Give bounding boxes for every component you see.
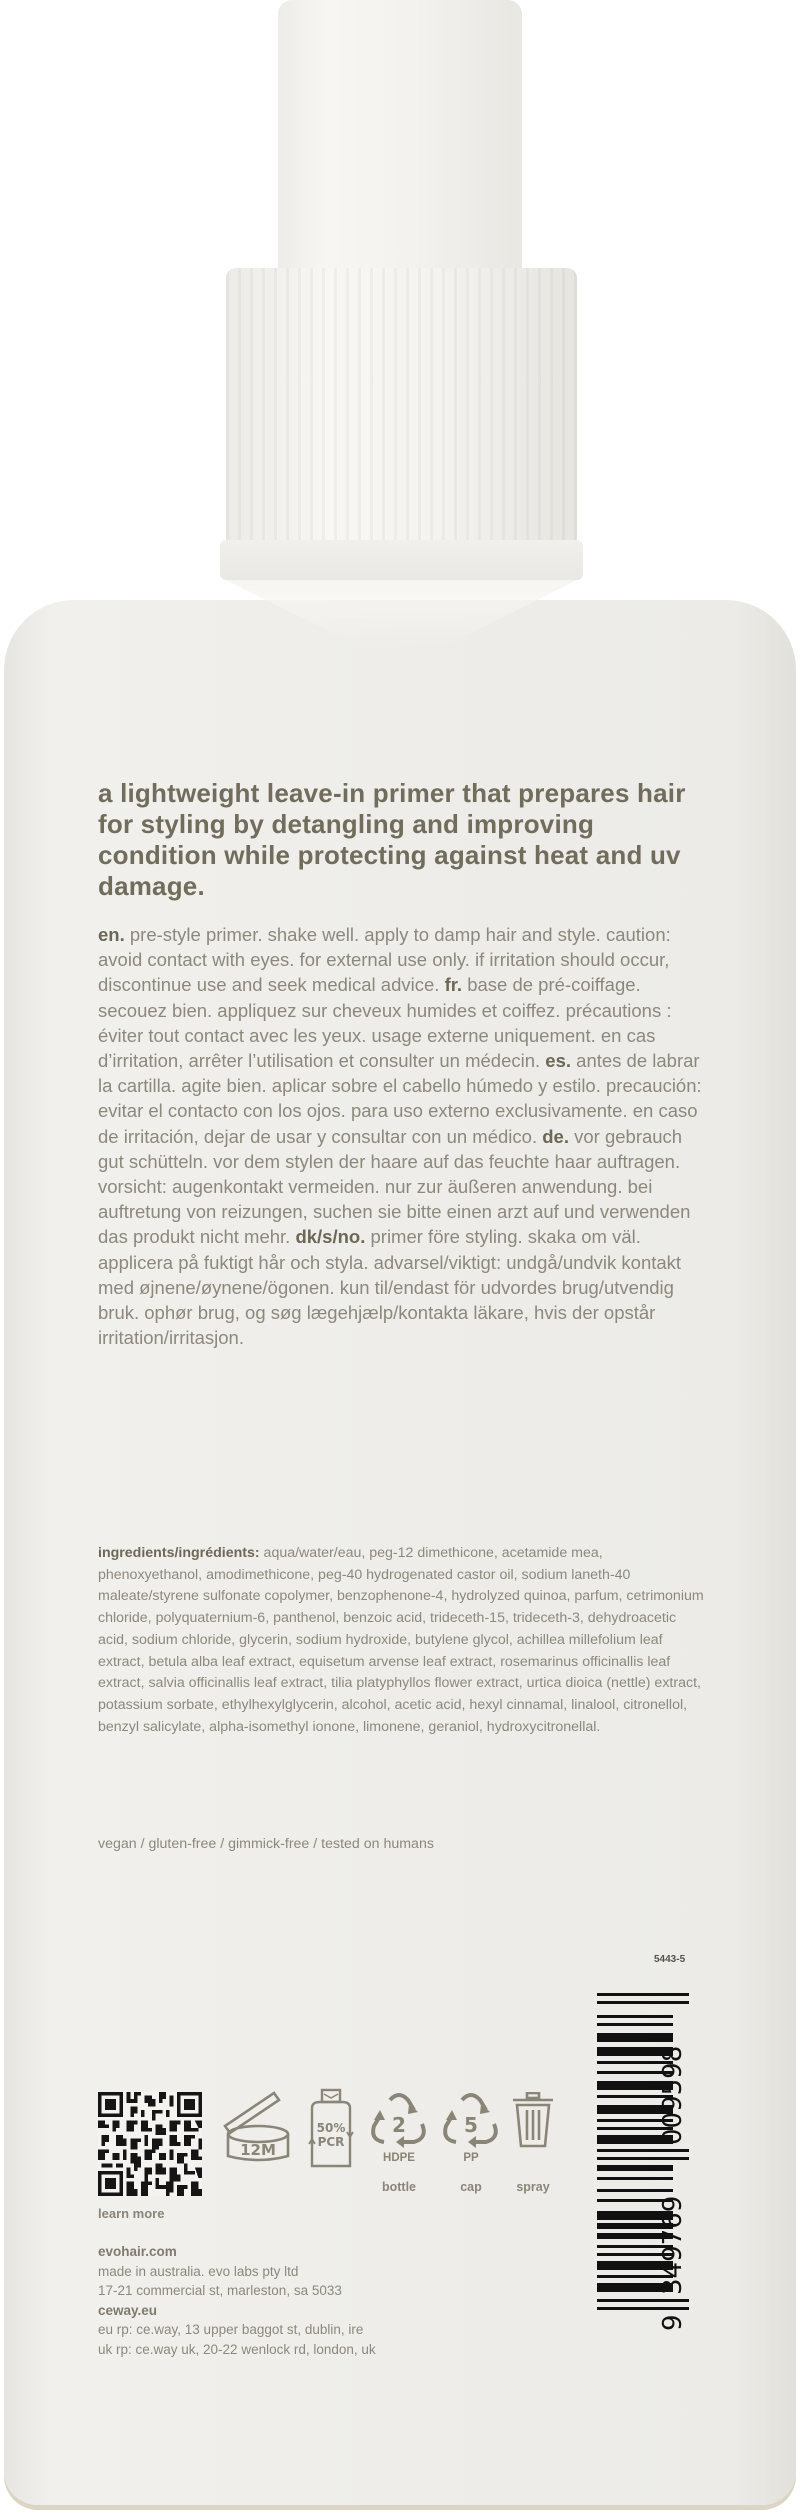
- ingredients-list: [98, 1543, 708, 1738]
- product-tagline: a lightweight leave-in primer that prepares hair for styling by detangling and improving condition while protecting against heat and uv damage.: [98, 778, 686, 901]
- barcode-left-digits: 349769: [658, 2195, 688, 2295]
- bottle-part-label: bottle: [381, 2180, 417, 2194]
- pcr-label: PCR: [317, 2135, 345, 2149]
- qr-code-icon: [98, 2092, 202, 2196]
- hdpe-code: 2: [392, 2113, 406, 2137]
- pp-label: PP: [463, 2152, 479, 2164]
- trash-bin-icon: [512, 2092, 554, 2148]
- uk-rp-address: uk rp: ce.way uk, 20-22 wenlock rd, london, uk: [98, 2341, 376, 2357]
- eu-website-link[interactable]: ceway.eu: [98, 2302, 158, 2318]
- cap-part-label: cap: [460, 2180, 482, 2194]
- barcode-right-digits: 009598: [658, 2045, 688, 2145]
- barcode: [597, 1993, 727, 2333]
- directions-en: pre-style primer. shake well. apply to damp hair and style. caution: avoid contact with eyes. for external use only. if irritation should occur, discontinue use and seek medical advice.: [98, 924, 671, 996]
- eu-rp-address: eu rp: ce.way, 13 upper baggot st, dublin, ire: [98, 2322, 364, 2337]
- product-claims: vegan / gluten-free / gimmick-free / tested on humans: [98, 1836, 434, 1852]
- company-address: [98, 2242, 376, 2359]
- lot-code: 5443-5: [654, 1954, 686, 1965]
- hdpe-label: HDPE: [383, 2152, 415, 2164]
- ingredients-heading: ingredients/ingrédients:: [98, 1545, 260, 1561]
- qr-code[interactable]: [98, 2092, 202, 2196]
- pcr-bottle-icon: [306, 2088, 358, 2170]
- lang-en: en.: [98, 924, 125, 945]
- lang-es: es.: [545, 1050, 572, 1072]
- spray-part-label: spray: [516, 2180, 550, 2194]
- lang-de: de.: [542, 1125, 569, 1147]
- ribbed-collar: [226, 268, 577, 553]
- collar-band: [220, 540, 583, 580]
- made-in: made in australia. evo labs pty ltd: [98, 2263, 299, 2279]
- pao-label: 12M: [240, 2141, 276, 2159]
- directions-es: antes de labrar la cartilla. agite bien. aplicar sobre el cabello húmedo y estilo. precaución: evitar el contacto con los ojos. para uso externo exclusivamente. en caso de irritación, dejar de usar y consultar con un médico.: [98, 1050, 702, 1147]
- directions-text: [98, 922, 708, 1350]
- directions-de: vor gebrauch gut schütteln. vor dem stylen der haare auf das feuchte haar auftragen. vorsicht: augenkontakt vermeiden. nur zur äußeren anwendung. bei auftretung von reizungen, suchen sie bitte einen arzt auf und verwenden das produkt nicht mehr.: [98, 1125, 691, 1248]
- recycle-pp-icon: [440, 2092, 502, 2148]
- learn-more-link[interactable]: learn more: [98, 2206, 165, 2221]
- directions-dk-s-no: primer före styling. skaka om väl. applicera på fuktigt hår och styla. advarsel/viktigt: undgå/undvik kontakt med øjnene/øynene/ögonen. kun til/endast för udvordes brug/utvendig bruk. ophør brug, og søg lægehjælp/kontakta läkare, hvis der opstår irritation/irritasjon.: [98, 1226, 682, 1349]
- lang-dk-s-no: dk/s/no.: [295, 1226, 366, 1248]
- directions-fr: base de pré-coiffage. secouez bien. appliquez sur cheveux humides et coiffez. précautions : éviter tout contact avec les yeux. usage externe uniquement. en cas d’irritation, arrêter l’utilisation et consulter un médecin.: [98, 974, 672, 1072]
- lang-fr: fr.: [444, 974, 463, 996]
- ingredients-text: aqua/water/eau, peg-12 dimethicone, acetamide mea, phenoxyethanol, amodimethicone, peg-40 hydrogenated castor oil, sodium laneth-40 maleate/styrene sulfonate copolymer, benzophenone-4, hydrolyzed quinoa, parfum, cetrimonium chloride, polyquaternium-6, panthenol, benzoic acid, trideceth-15, trideceth-3, dehydroacetic acid, sodium chloride, glycerin, sodium hydroxide, butylene glycol, achillea millefolium leaf extract, betula alba leaf extract, equisetum arvense leaf extract, rosemarinus officinallis leaf extract, salvia officinallis leaf extract, tilia platyphyllos flower extract, urtica dioica (nettle) extract, potassium sorbate, ethylhexylglycerin, alcohol, acetic acid, hexyl cinnamal, linalool, citronellol, benzyl salicylate, alpha-isomethyl ionone, limonene, geraniol, hydroxycitronellal.: [98, 1545, 704, 1735]
- street-address: 17-21 commercial st, marleston, sa 5033: [98, 2283, 342, 2298]
- spray-cap: [278, 0, 522, 275]
- barcode-first-digit: 9: [658, 2314, 688, 2331]
- pp-code: 5: [464, 2113, 478, 2137]
- recycle-hdpe-icon: [368, 2092, 430, 2148]
- website-link[interactable]: evohair.com: [98, 2244, 177, 2259]
- pcr-percent: 50%: [316, 2121, 346, 2135]
- barcode-icon: [597, 1993, 727, 2333]
- period-after-opening-icon: [222, 2090, 302, 2168]
